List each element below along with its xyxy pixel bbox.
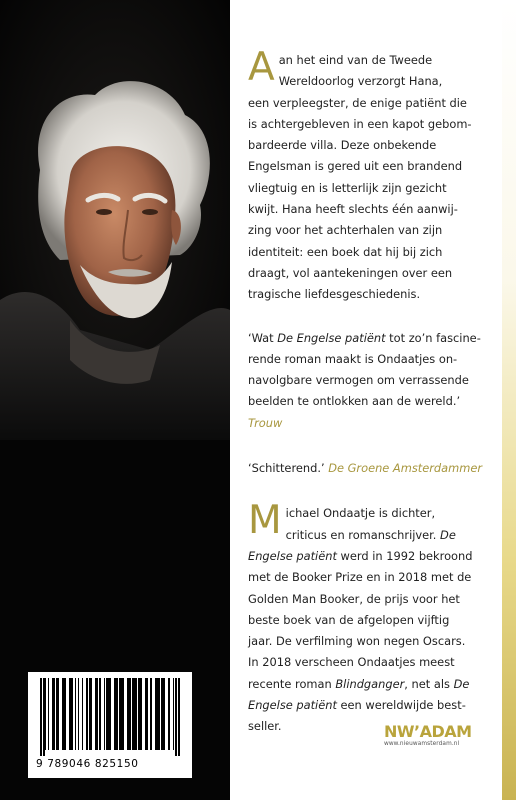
book-title-italic: Engelse patiënt (248, 548, 337, 563)
author-photo-panel (0, 0, 230, 800)
barcode-bar (173, 678, 174, 750)
barcode-bar (69, 678, 73, 750)
book-title-italic: Blindganger (335, 676, 405, 691)
barcode-bar (161, 678, 165, 750)
barcode-bar (155, 678, 159, 750)
synopsis-line: is achtergebleven in een kapot gebom- (248, 116, 472, 131)
book-title-italic: De (453, 676, 470, 691)
bio-line: jaar. De verfilming won negen Oscars. (248, 634, 466, 649)
barcode-bar (104, 678, 105, 750)
barcode-bar (114, 678, 118, 750)
isbn-number: 9 789046 825150 (36, 758, 139, 770)
barcode-bar (138, 678, 142, 750)
publisher-name: NW’ADAM (384, 722, 472, 741)
quote-line (248, 458, 494, 479)
barcode-bar (106, 678, 110, 750)
barcode-bar (45, 678, 46, 750)
barcode-bar (62, 678, 66, 750)
synopsis-line: een verpleegster, de enige patiënt die (248, 95, 467, 110)
barcode-bar (82, 678, 83, 750)
bio-line: beste boek van de afgelopen vijftig (248, 612, 450, 627)
quote-line: rende roman maakt is Ondaatjes on- (248, 351, 458, 366)
synopsis-line: kwijt. Hana heeft slechts één aanwij- (248, 202, 458, 217)
publisher-website: www.nieuwamsterdam.nl (384, 741, 460, 747)
barcode-bar (127, 678, 131, 750)
synopsis-line: identiteit: een boek dat hij bij zich (248, 244, 443, 259)
quote-line (248, 328, 494, 349)
quote-text: ‘Schitterend.’ (248, 461, 329, 476)
barcode-bar (52, 678, 55, 750)
quote-line: navolgbare vermogen om verrassende (248, 373, 469, 388)
barcode-bar (175, 678, 176, 756)
quote-text: tot zo’n fascine- (385, 330, 481, 345)
synopsis-line: Wereldoorlog verzorgt Hana, (278, 74, 443, 89)
bio-text: werd in 1992 bekroond (336, 548, 473, 563)
bio-text: , net als (404, 676, 454, 691)
bio-line: ichael Ondaatje is dichter, (285, 506, 436, 521)
barcode-bar (48, 678, 49, 750)
isbn-barcode (28, 672, 192, 778)
quote-text: ‘Wat (248, 330, 278, 345)
bio-dropcap: M (248, 498, 282, 544)
barcode-bar (150, 678, 153, 750)
review-quote-trouw (248, 328, 494, 434)
barcode-bar (99, 678, 100, 750)
bio-line: In 2018 verscheen Ondaatjes meest (248, 655, 455, 670)
barcode-bar (132, 678, 136, 750)
author-bio-paragraph (248, 498, 494, 737)
bio-line (248, 525, 494, 546)
bio-line: Golden Man Booker, de prijs voor het (248, 591, 460, 606)
bio-line: seller. (248, 719, 282, 734)
barcode-bar (119, 678, 123, 750)
bio-text: een wereldwijde best- (336, 698, 466, 713)
blurb-text-column (248, 45, 494, 741)
barcode-bar (95, 678, 98, 750)
barcode-bar (86, 678, 87, 750)
synopsis-line: an het eind van de Tweede (278, 53, 433, 67)
bio-text: criticus en romanschrijver. (285, 527, 441, 542)
publisher-logo (384, 724, 494, 748)
synopsis-line: draagt, vol aantekeningen over een (248, 265, 453, 280)
barcode-bar (89, 678, 92, 750)
barcode-bar (145, 678, 148, 750)
gold-edge-strip (502, 0, 516, 800)
quote-line: beelden te ontlokken aan de wereld.’ (248, 394, 461, 409)
bio-line (248, 674, 494, 695)
barcode-bar (168, 678, 169, 750)
synopsis-line: bardeerde villa. Deze onbekende (248, 138, 437, 153)
synopsis-paragraph (248, 45, 494, 306)
barcode-bar (178, 678, 179, 756)
bio-text: recente roman (248, 676, 336, 691)
book-title-italic: De Engelse patiënt (277, 330, 386, 345)
barcode-bar (40, 678, 41, 756)
author-photo (0, 0, 230, 440)
quote-source: De Groene Amsterdammer (328, 461, 483, 476)
synopsis-line: tragische liefdesgeschiedenis. (248, 287, 421, 302)
barcode-bar (78, 678, 79, 750)
bio-line (248, 695, 494, 716)
barcode-bar (75, 678, 76, 750)
quote-source: Trouw (248, 415, 283, 430)
barcode-bar (56, 678, 59, 750)
synopsis-line: zing voor het achterhalen van zijn (248, 223, 443, 238)
bio-line (248, 546, 494, 567)
synopsis-line: vliegtuig en is letterlijk zijn gezicht (248, 180, 447, 195)
book-title-italic: Engelse patiënt (248, 698, 337, 713)
synopsis-dropcap: A (248, 45, 275, 90)
book-title-italic: De (440, 527, 456, 542)
bio-line: met de Booker Prize en in 2018 met de (248, 570, 472, 585)
synopsis-line: Engelsman is gered uit een brandend (248, 159, 463, 174)
barcode-bars (36, 678, 184, 756)
review-quote-groene (248, 458, 494, 479)
